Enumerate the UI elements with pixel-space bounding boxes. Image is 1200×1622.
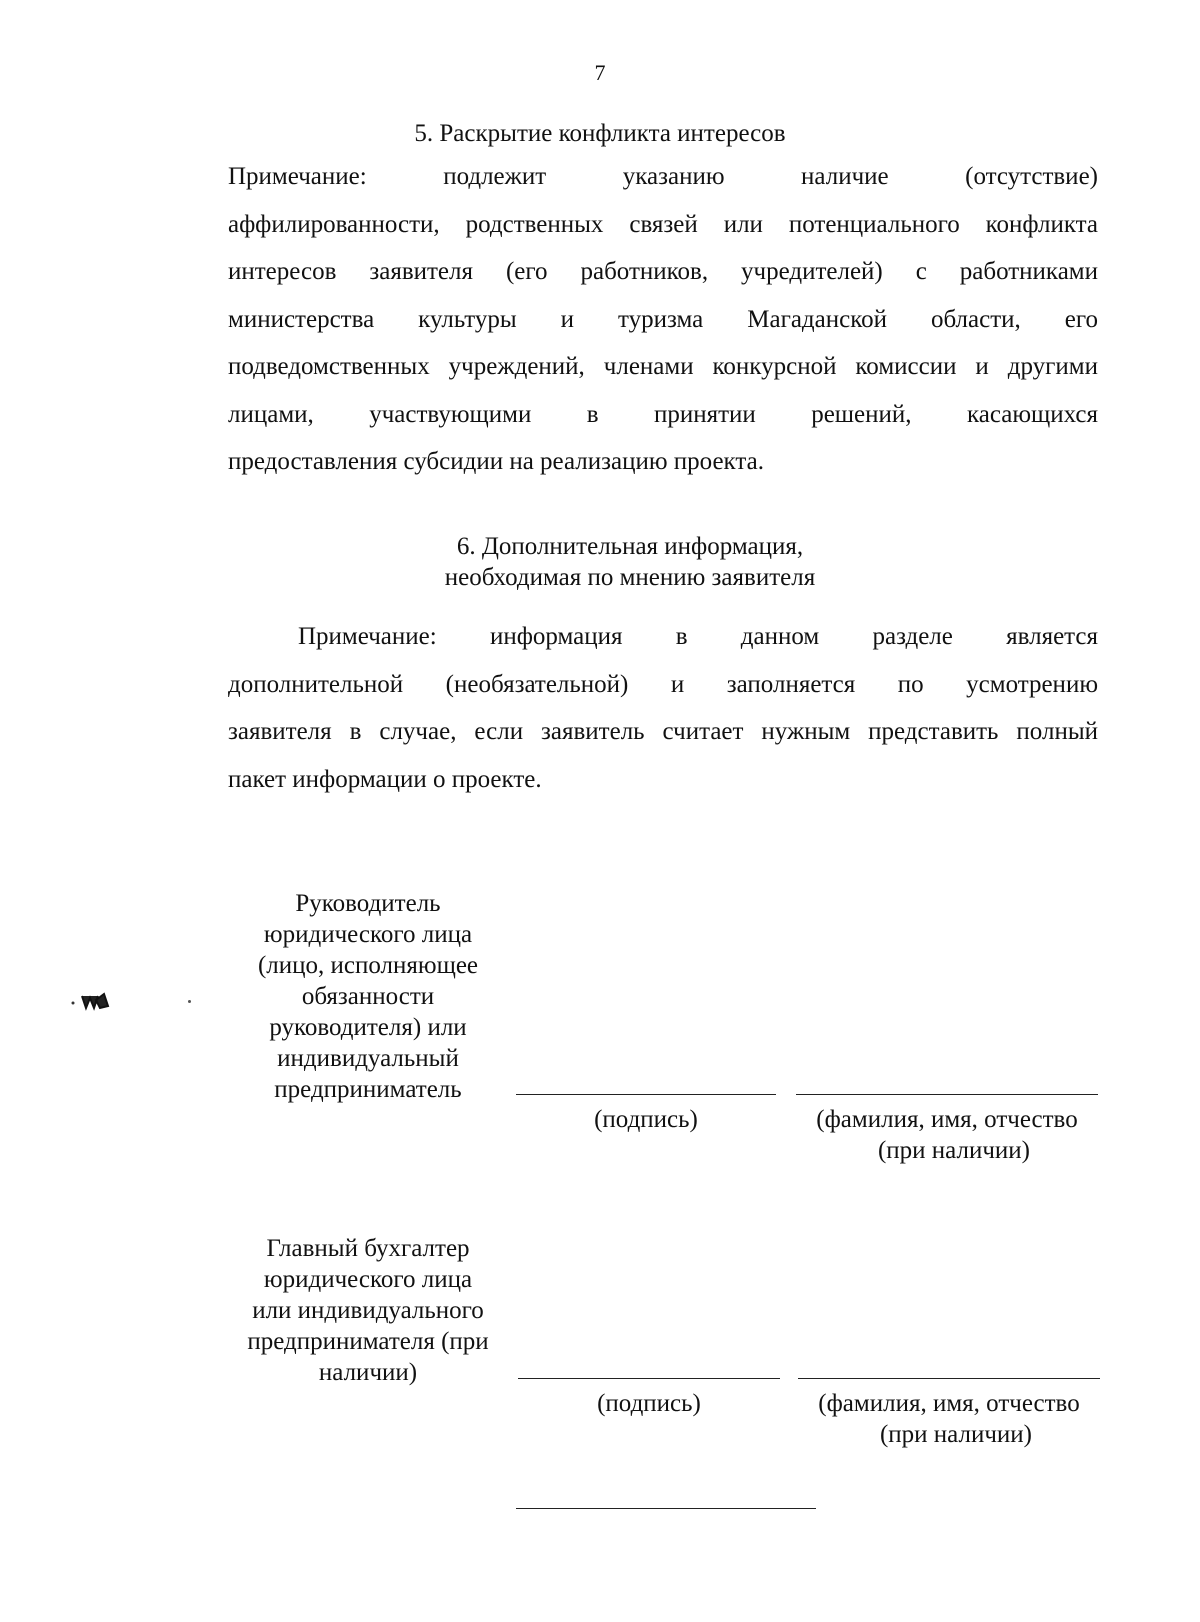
- role-line: юридического лица: [263, 1266, 473, 1293]
- closing-rule: [516, 1508, 816, 1509]
- role-line: предпринимателя (при: [247, 1328, 489, 1355]
- role-line: юридического лица: [263, 921, 473, 948]
- section-5-line: подведомственных учреждений, членами конкурсной комиссии и другими: [228, 353, 1098, 380]
- section-6-note: [228, 613, 1098, 803]
- name-caption-1b: (при наличии): [877, 1137, 1031, 1164]
- signature-role-1: [228, 888, 508, 1105]
- signature-caption-2: (подпись): [597, 1390, 701, 1417]
- section-6-line: заявителя в случае, если заявитель считает нужным представить полный: [228, 718, 1098, 745]
- role-line: руководителя) или: [269, 1014, 467, 1041]
- margin-stamp-icon: [68, 990, 112, 1012]
- name-line-1: [796, 1094, 1098, 1095]
- section-5-line: предоставления субсидии на реализацию проекта.: [228, 448, 764, 475]
- role-line: наличии): [318, 1359, 418, 1386]
- role-line: или индивидуального: [252, 1297, 484, 1324]
- signature-line-2: [518, 1378, 780, 1379]
- role-line: Руководитель: [295, 890, 441, 917]
- signature-role-2: [228, 1233, 508, 1388]
- role-line: обязанности: [301, 983, 435, 1010]
- role-line: предприниматель: [274, 1076, 462, 1103]
- section-5-line: министерства культуры и туризма Магаданской области, его: [228, 305, 1098, 333]
- role-line: Главный бухгалтер: [266, 1235, 470, 1262]
- margin-dot: [188, 1000, 191, 1003]
- section-5-line: Примечание: подлежит указанию наличие (отсутствие): [228, 163, 1098, 190]
- page-number: 7: [594, 60, 606, 85]
- name-caption-1a: (фамилия, имя, отчество: [816, 1106, 1078, 1133]
- signature-caption-1: (подпись): [594, 1106, 698, 1133]
- section-6-line: дополнительной (необязательной) и заполняется по усмотрению: [228, 670, 1098, 698]
- name-line-2: [798, 1378, 1100, 1379]
- section-5-line: аффилированности, родственных связей или потенциального конфликта: [228, 210, 1098, 238]
- role-line: (лицо, исполняющее: [257, 952, 479, 979]
- section-6-title-line2: необходимая по мнению заявителя: [444, 564, 816, 591]
- section-5-note: [228, 153, 1098, 486]
- section-5-line: интересов заявителя (его работников, учредителей) с работниками: [228, 258, 1098, 285]
- signature-line-1: [516, 1094, 776, 1095]
- section-6-line: пакет информации о проекте.: [228, 765, 542, 793]
- section-5-title: 5. Раскрытие конфликта интересов: [414, 120, 786, 147]
- name-caption-2b: (при наличии): [879, 1421, 1033, 1448]
- role-line: индивидуальный: [277, 1045, 459, 1072]
- section-6-title-line1: 6. Дополнительная информация,: [456, 533, 804, 560]
- section-5-line: лицами, участвующими в принятии решений, касающихся: [228, 400, 1098, 428]
- section-6-line: Примечание: информация в данном разделе является: [298, 623, 1098, 650]
- name-caption-2a: (фамилия, имя, отчество: [818, 1390, 1080, 1417]
